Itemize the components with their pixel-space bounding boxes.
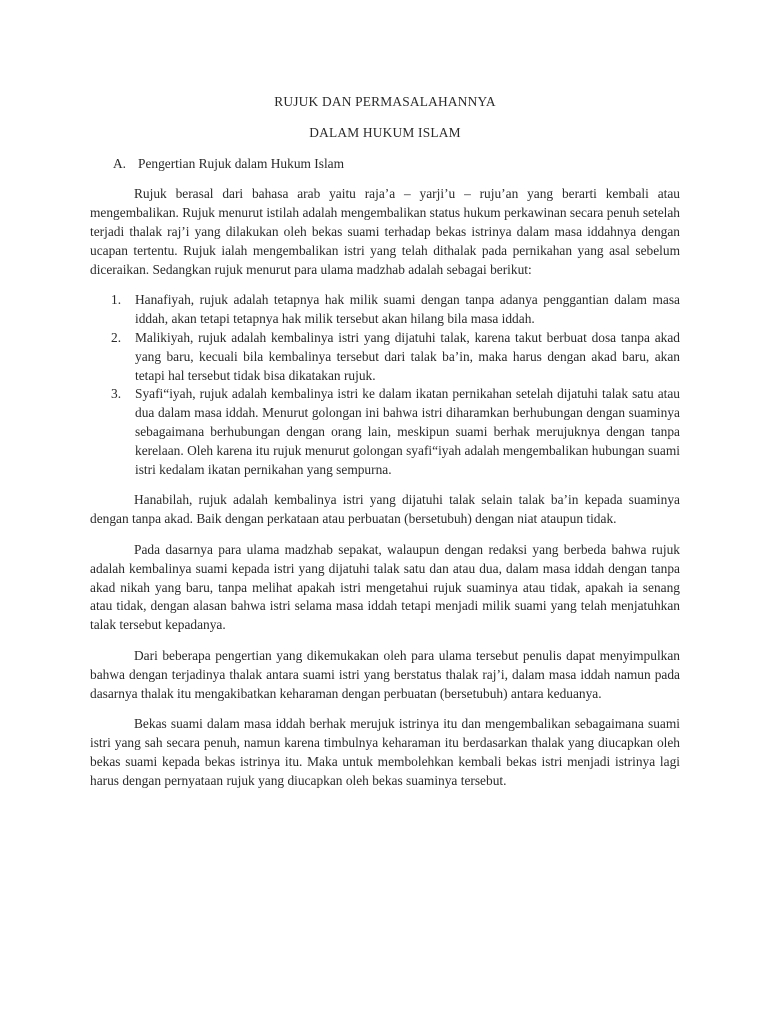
- intro-paragraph: Rujuk berasal dari bahasa arab yaitu raja’a – yarji’u – ruju’an yang berarti kembali atau mengembalikan. Rujuk menurut istilah adalah mengembalikan status hukum perkawinan secara penuh setelah terjadi thalak raj’i yang dilakukan oleh bekas suami terhadap bekas istrinya dalam masa iddahnya dengan ucapan tertentu. Rujuk ialah mengembalikan istri yang telah dithalak pada pernikahan yang asal sebelum diceraikan. Sedangkan rujuk menurut para ulama madzhab adalah sebagai berikut:: [90, 186, 680, 277]
- body-paragraph: Dari beberapa pengertian yang dikemukakan oleh para ulama tersebut penulis dapat menyimpulkan bahwa dengan terjadinya thalak antara suami istri yang berstatus thalak raj’i, dalam masa iddah namun pada dasarnya thalak itu mengakibatkan keharaman dengan perbuatan (bersetubuh) antara keduanya.: [90, 647, 680, 701]
- body-paragraph: Hanabilah, rujuk adalah kembalinya istri yang dijatuhi talak selain talak ba’in kepada suaminya dengan tanpa akad. Baik dengan perkataan atau perbuatan (bersetubuh) dengan niat ataupun tidak.: [90, 492, 680, 527]
- list-item: [90, 291, 680, 329]
- document-title: RUJUK DAN PERMASALAHANNYA: [274, 94, 496, 109]
- document-subtitle: DALAM HUKUM ISLAM: [309, 124, 461, 140]
- list-item-text: Malikiyah, rujuk adalah kembalinya istri yang dijatuhi talak, karena takut berbuat dosa tanpa akad yang baru, kecuali bila kembalinya tersebut dari talak ba’in, maka harus dengan akad baru, akan tetapi hal tersebut tidak bisa dikatakan rujuk.: [135, 329, 680, 383]
- list-item-text: Hanafiyah, rujuk adalah tetapnya hak milik suami dengan tanpa adanya penggantian dalam masa iddah, akan tetapi tetapnya hak milik tersebut akan hilang bila masa iddah.: [135, 292, 680, 327]
- madzhab-definitions-list: [90, 291, 680, 479]
- section-letter: A.: [113, 155, 127, 171]
- list-item-text: Syafi“iyah, rujuk adalah kembalinya istri ke dalam ikatan pernikahan setelah dijatuhi talak satu atau dua dalam masa iddah. Menurut golongan ini bahwa istri diharamkan berhubungan dengan suaminya sebagaimana berhubungan dengan orang lain, meskipun suami berhak merujuknya dengan tanpa kerelaan. Oleh karena itu rujuk menurut golongan syafi“iyah adalah mengembalikan hubungan suami istri kedalam ikatan pernikahan yang sempurna.: [135, 386, 680, 477]
- list-item: [90, 329, 680, 385]
- section-heading-a: [90, 155, 680, 174]
- list-item-number: 3.: [111, 386, 122, 402]
- body-paragraph: Pada dasarnya para ulama madzhab sepakat, walaupun dengan redaksi yang berbeda bahwa rujuk adalah kembalinya suami kepada istri yang dijatuhi talak satu dan atau dua, dalam masa iddah dengan tanpa akad nikah yang baru, tanpa melihat apakah istri mengetahui rujuk suaminya atau tidak, apakah ia senang atau tidak, dengan alasan bahwa istri selama masa iddah tetapi menjadi milik suami yang telah menjatuhkan talak tersebut kepadanya.: [90, 541, 680, 633]
- list-item-number: 1.: [111, 292, 122, 308]
- body-paragraph: Bekas suami dalam masa iddah berhak merujuk istrinya itu dan mengembalikan sebagaimana suami istri yang sah secara penuh, namun karena timbulnya keharaman itu berdasarkan thalak yang diucapkan oleh bekas suami kepada bekas istrinya itu. Maka untuk membolehkan kembali bekas istri menjadi istrinya lagi harus dengan pernyataan rujuk yang diucapkan oleh bekas suaminya tersebut.: [90, 716, 680, 788]
- list-item: [90, 385, 680, 479]
- section-heading-text: Pengertian Rujuk dalam Hukum Islam: [138, 155, 345, 171]
- list-item-number: 2.: [111, 329, 122, 345]
